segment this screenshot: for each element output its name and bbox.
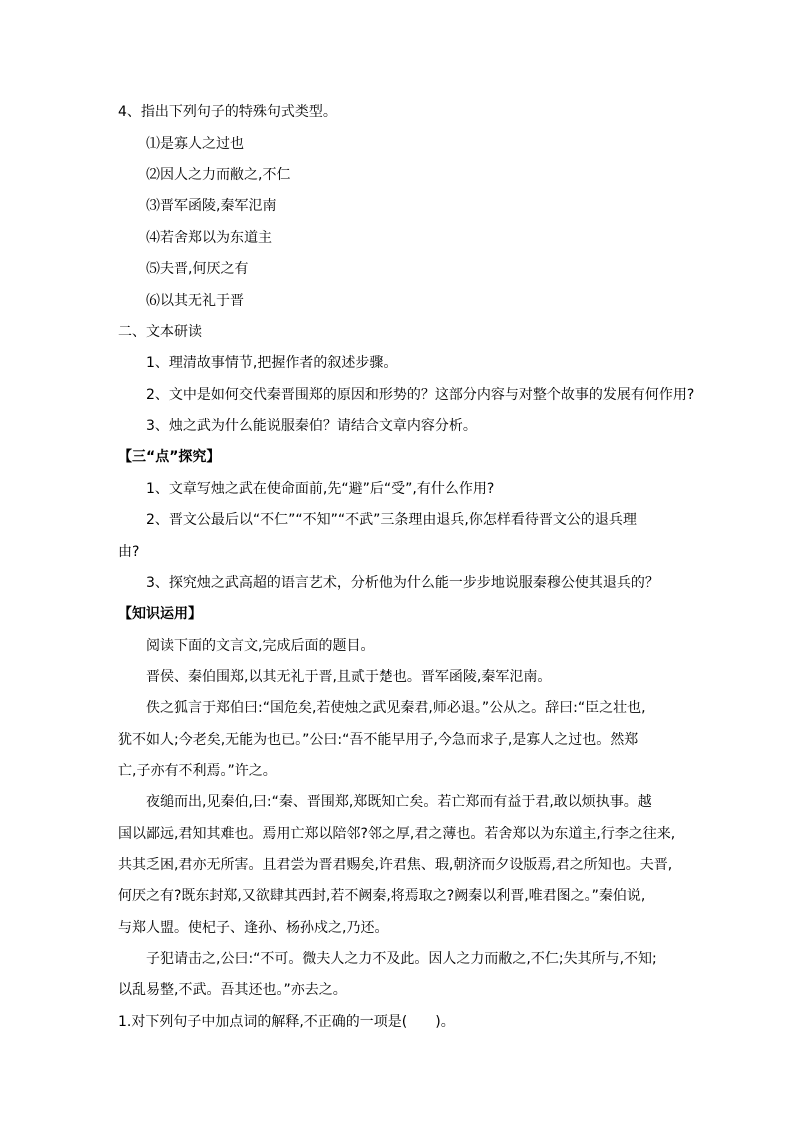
passage-paragraph-2-line-1: 佚之狐言于郑伯曰:“国危矣,若使烛之武见秦君,师必退。”公从之。辞曰:“臣之壮也,: [146, 700, 646, 716]
section-2-item-2: 2、文中是如何交代秦晋围郑的原因和形势的？这部分内容与对整个故事的发展有何作用?: [146, 387, 695, 403]
section-3-title: 【三“点”探究】: [118, 449, 221, 465]
passage-paragraph-1: 晋侯、秦伯围郑,以其无礼于晋,且贰于楚也。晋军函陵,秦军氾南。: [146, 669, 552, 685]
section-4-intro: 阅读下面的文言文,完成后面的题目。: [146, 638, 375, 654]
section-2-title: 二、文本研读: [118, 324, 202, 340]
passage-paragraph-2-line-3: 亡,子亦有不利焉。”许之。: [118, 763, 277, 779]
q4-item-4: ⑷若舍郑以为东道主: [146, 230, 272, 246]
passage-paragraph-3-line-1: 夜缒而出,见秦伯,曰:“秦、晋围郑,郑既知亡矣。若亡郑而有益于君,敢以烦执事。越: [146, 794, 652, 810]
passage-paragraph-3-line-3: 共其乏困,君亦无所害。且君尝为晋君赐矣,许君焦、瑕,朝济而夕设版焉,君之所知也。夫晋,: [118, 857, 673, 873]
section-2-item-3: 3、烛之武为什么能说服秦伯？请结合文章内容分析。: [146, 418, 477, 434]
passage-paragraph-3-line-2: 国以鄙远,君知其难也。焉用亡郑以陪邻?邻之厚,君之薄也。若舍郑以为东道主,行李之往来,: [118, 826, 676, 842]
section-3-item-2-line-2: 由?: [118, 544, 140, 560]
q4-item-5: ⑸夫晋,何厌之有: [146, 261, 249, 277]
passage-paragraph-4-line-1: 子犯请击之,公曰:“不可。微夫人之力不及此。因人之力而敝之,不仁;失其所与,不知;: [146, 951, 657, 967]
passage-paragraph-3-line-4: 何厌之有?既东封郑,又欲肆其西封,若不阙秦,将焉取之?阙秦以利晋,唯君图之。”秦伯说,: [118, 888, 646, 904]
q4-item-3: ⑶晋军函陵,秦军氾南: [146, 198, 277, 214]
q4-item-1: ⑴是寡人之过也: [146, 136, 244, 152]
passage-paragraph-4-line-2: 以乱易整,不武。吾其还也。”亦去之。: [118, 982, 347, 998]
q4-item-2: ⑵因人之力而敝之,不仁: [146, 167, 291, 183]
passage-paragraph-3-line-5: 与郑人盟。使杞子、逢孙、杨孙戍之,乃还。: [118, 920, 389, 936]
section-4-title: 【知识运用】: [118, 606, 202, 622]
section-2-item-1: 1、理清故事情节,把握作者的叙述步骤。: [146, 355, 398, 371]
section-3-item-2-line-1: 2、晋文公最后以“不仁”“不知”“不武”三条理由退兵,你怎样看待晋文公的退兵理: [146, 512, 637, 528]
passage-paragraph-2-line-2: 犹不如人;今老矣,无能为也已。”公曰:“吾不能早用子,今急而求子,是寡人之过也。然郑: [118, 732, 639, 748]
section-3-item-1: 1、文章写烛之武在使命面前,先“避”后“受”,有什么作用?: [146, 481, 495, 497]
question-1: 1.对下列句子中加点词的解释,不正确的一项是( )。: [118, 1014, 455, 1030]
section-3-item-3: 3、探究烛之武高超的语言艺术，分析他为什么能一步步地说服秦穆公使其退兵的？: [146, 575, 659, 591]
question-4-title: 4、指出下列句子的特殊句式类型。: [118, 104, 337, 120]
q4-item-6: ⑹以其无礼于晋: [146, 293, 244, 309]
